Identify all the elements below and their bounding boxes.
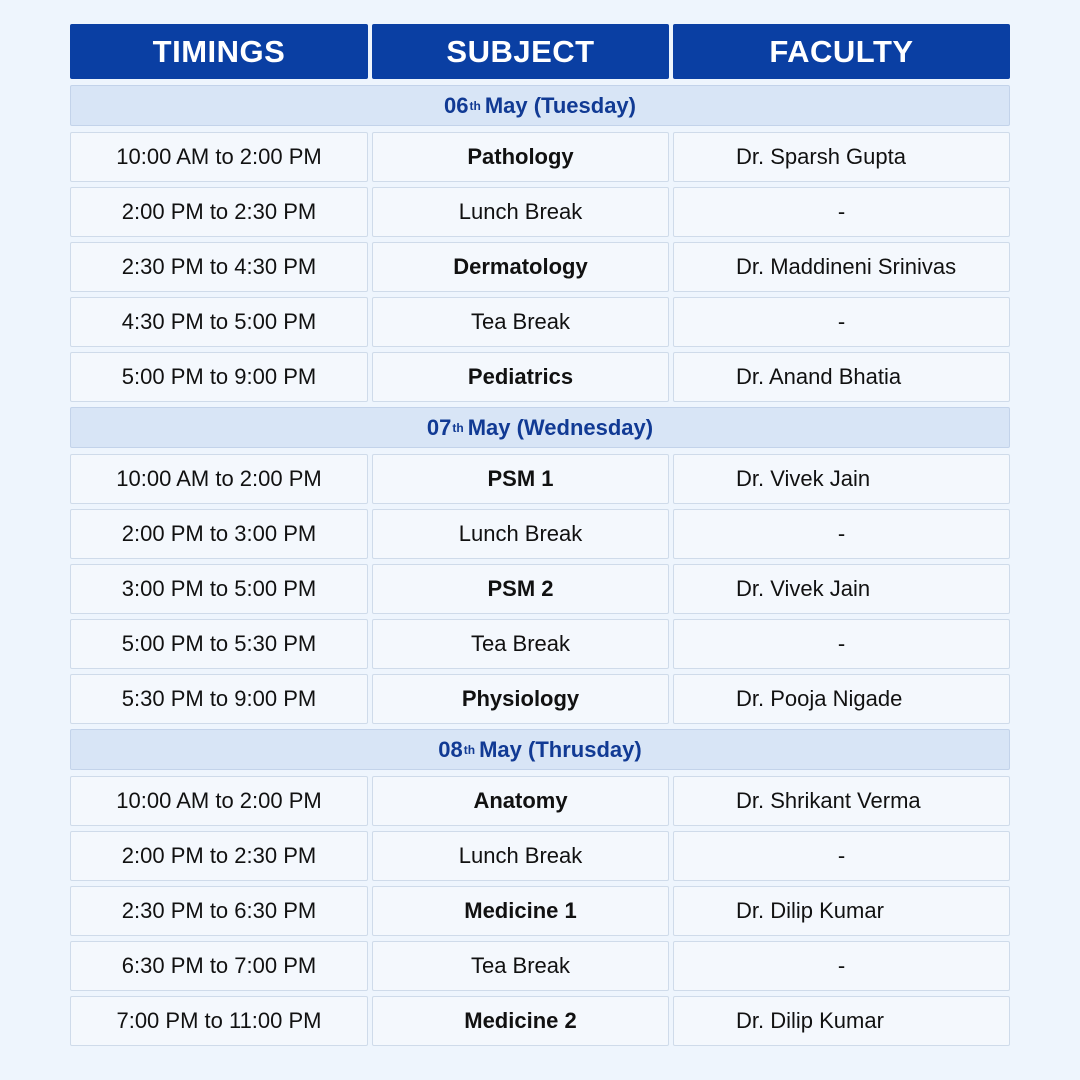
table-row xyxy=(70,297,1010,347)
timing-cell: 10:00 AM to 2:00 PM xyxy=(70,132,368,182)
table-row xyxy=(70,776,1010,826)
faculty-cell: Dr. Anand Bhatia xyxy=(673,352,1010,402)
table-row xyxy=(70,454,1010,504)
day-label: May (Tuesday) xyxy=(484,92,636,118)
timing-cell: 7:00 PM to 11:00 PM xyxy=(70,996,368,1046)
table-row xyxy=(70,996,1010,1046)
header-timings: TIMINGS xyxy=(70,24,368,79)
subject-cell: Physiology xyxy=(372,674,669,724)
subject-cell: Pathology xyxy=(372,132,669,182)
timing-cell: 6:30 PM to 7:00 PM xyxy=(70,941,368,991)
timing-cell: 5:00 PM to 9:00 PM xyxy=(70,352,368,402)
header-row xyxy=(70,24,1010,79)
timing-cell: 10:00 AM to 2:00 PM xyxy=(70,454,368,504)
day-number: 07 xyxy=(426,414,452,440)
timing-cell: 2:30 PM to 6:30 PM xyxy=(70,886,368,936)
table-row xyxy=(70,242,1010,292)
timing-cell: 3:00 PM to 5:00 PM xyxy=(70,564,368,614)
timing-cell: 5:00 PM to 5:30 PM xyxy=(70,619,368,669)
timing-cell: 10:00 AM to 2:00 PM xyxy=(70,776,368,826)
faculty-cell: - xyxy=(673,941,1010,991)
timing-cell: 2:00 PM to 3:00 PM xyxy=(70,509,368,559)
subject-cell: PSM 1 xyxy=(372,454,669,504)
timing-cell: 2:00 PM to 2:30 PM xyxy=(70,187,368,237)
faculty-cell: Dr. Sparsh Gupta xyxy=(673,132,1010,182)
faculty-cell: Dr. Shrikant Verma xyxy=(673,776,1010,826)
table-row xyxy=(70,352,1010,402)
day-ordinal-suffix: th xyxy=(463,742,476,757)
day-label: May (Thrusday) xyxy=(479,736,642,762)
subject-cell: Anatomy xyxy=(372,776,669,826)
timing-cell: 4:30 PM to 5:00 PM xyxy=(70,297,368,347)
day-header xyxy=(70,85,1010,126)
faculty-cell: Dr. Dilip Kumar xyxy=(673,886,1010,936)
subject-cell: Medicine 2 xyxy=(372,996,669,1046)
table-row xyxy=(70,187,1010,237)
subject-cell: Lunch Break xyxy=(372,831,669,881)
day-number: 08 xyxy=(438,736,463,762)
faculty-cell: Dr. Vivek Jain xyxy=(673,454,1010,504)
day-group xyxy=(70,729,1010,1046)
subject-cell: Dermatology xyxy=(372,242,669,292)
day-ordinal-suffix: th xyxy=(452,420,464,435)
subject-cell: Pediatrics xyxy=(372,352,669,402)
table-row xyxy=(70,564,1010,614)
schedule-table xyxy=(70,24,1010,1051)
subject-cell: Tea Break xyxy=(372,297,669,347)
day-group xyxy=(70,407,1010,724)
faculty-cell: - xyxy=(673,297,1010,347)
timing-cell: 2:00 PM to 2:30 PM xyxy=(70,831,368,881)
subject-cell: Medicine 1 xyxy=(372,886,669,936)
day-header xyxy=(70,407,1010,448)
table-row xyxy=(70,132,1010,182)
timing-cell: 5:30 PM to 9:00 PM xyxy=(70,674,368,724)
day-label: May (Wednesday) xyxy=(467,414,654,440)
subject-cell: PSM 2 xyxy=(372,564,669,614)
timing-cell: 2:30 PM to 4:30 PM xyxy=(70,242,368,292)
table-row xyxy=(70,941,1010,991)
header-subject: SUBJECT xyxy=(372,24,669,79)
header-faculty: FACULTY xyxy=(673,24,1010,79)
faculty-cell: Dr. Pooja Nigade xyxy=(673,674,1010,724)
subject-cell: Lunch Break xyxy=(372,509,669,559)
subject-cell: Tea Break xyxy=(372,619,669,669)
day-groups xyxy=(70,85,1010,1046)
faculty-cell: - xyxy=(673,619,1010,669)
subject-cell: Lunch Break xyxy=(372,187,669,237)
table-row xyxy=(70,619,1010,669)
subject-cell: Tea Break xyxy=(372,941,669,991)
table-row xyxy=(70,886,1010,936)
faculty-cell: - xyxy=(673,187,1010,237)
faculty-cell: Dr. Vivek Jain xyxy=(673,564,1010,614)
table-row xyxy=(70,831,1010,881)
table-row xyxy=(70,674,1010,724)
faculty-cell: - xyxy=(673,831,1010,881)
day-ordinal-suffix: th xyxy=(469,98,481,113)
day-group xyxy=(70,85,1010,402)
faculty-cell: Dr. Dilip Kumar xyxy=(673,996,1010,1046)
faculty-cell: Dr. Maddineni Srinivas xyxy=(673,242,1010,292)
faculty-cell: - xyxy=(673,509,1010,559)
table-row xyxy=(70,509,1010,559)
day-header xyxy=(70,729,1010,770)
day-number: 06 xyxy=(444,92,469,118)
